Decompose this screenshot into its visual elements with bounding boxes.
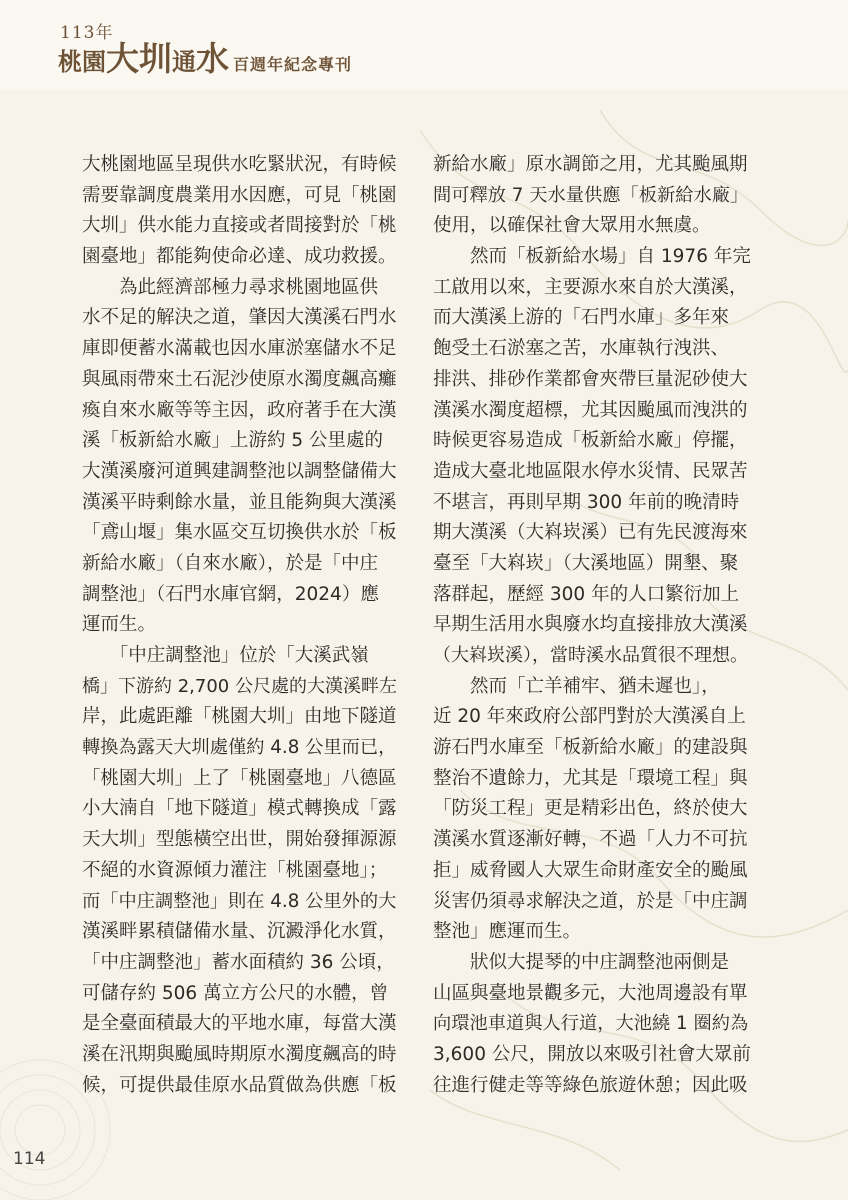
text-line: 園臺地」都能夠使命必達、成功救援。 <box>82 246 397 268</box>
text-line: 需要靠調度農業用水因應，可見「桃園 <box>82 184 397 206</box>
text-line: 瘓自來水廠等等主因，政府著手在大漢 <box>82 399 397 421</box>
text-line: 天大圳」型態橫空出世，開始發揮源源 <box>82 829 397 851</box>
text-line: 運而生。 <box>82 614 157 636</box>
text-line: 造成大臺北地區限水停水災情、民眾苦 <box>433 460 748 482</box>
text-line: 整池」應運而生。 <box>433 921 582 943</box>
text-line: 不堪言，再則早期 300 年前的晚清時 <box>433 491 740 513</box>
text-line: 「桃園大圳」上了「桃園臺地」八德區 <box>82 767 397 789</box>
left-text-column <box>82 150 400 1101</box>
text-line: 「防災工程」更是精彩出色，終於使大 <box>433 798 748 820</box>
text-line: 向環池車道與人行道，大池繞 1 圈約為 <box>433 1013 749 1035</box>
right-text-column <box>433 150 751 1101</box>
text-line: 間可釋放 7 天水量供應「板新給水廠」 <box>433 184 749 206</box>
text-line: 候，可提供最佳原水品質做為供應「板 <box>82 1074 397 1096</box>
text-line: 飽受土石淤塞之苦，水庫執行洩洪、 <box>433 338 730 360</box>
title-part-2: 大圳 <box>106 39 172 78</box>
text-line: 災害仍須尋求解決之道，於是「中庄調 <box>433 890 748 912</box>
text-line: 整治不遺餘力，尤其是「環境工程」與 <box>433 767 748 789</box>
text-line: 大漢溪廢河道興建調整池以調整儲備大 <box>82 460 397 482</box>
text-line: 早期生活用水與廢水均直接排放大漢溪 <box>433 614 748 636</box>
publication-title <box>58 39 352 85</box>
text-line: （大嵙崁溪），當時溪水品質很不理想。 <box>433 645 748 666</box>
text-line: 排洪、排砂作業都會夾帶巨量泥砂使大 <box>433 368 748 390</box>
text-line: 溪在汛期與颱風時期原水濁度飆高的時 <box>82 1043 397 1065</box>
publication-subtitle: 百週年紀念專刊 <box>233 55 353 74</box>
text-line: 轉換為露天大圳處僅約 4.8 公里而已， <box>82 737 397 759</box>
header-year: 113年 <box>60 23 114 43</box>
text-line: 時候更容易造成「板新給水廠」停擺， <box>433 430 748 452</box>
text-line: 然而「板新給水場」自 1976 年完 <box>433 246 751 268</box>
text-line: 漢溪平時剩餘水量，並且能夠與大漢溪 <box>82 491 397 513</box>
text-line: 岸，此處距離「桃園大圳」由地下隧道 <box>82 706 397 728</box>
text-line: 與風雨帶來土石泥沙使原水濁度飆高癱 <box>82 368 397 390</box>
page-number: 114 <box>13 1149 46 1169</box>
text-line: 「鳶山堰」集水區交互切換供水於「板 <box>82 522 397 544</box>
text-line: 新給水廠」（自來水廠），於是「中庄 <box>82 552 379 574</box>
text-line: 是全臺面積最大的平地水庫，每當大漢 <box>82 1013 397 1035</box>
text-line: 漢溪水質逐漸好轉，不過「人力不可抗 <box>433 829 748 851</box>
text-line: 而「中庄調整池」則在 4.8 公里外的大 <box>82 890 397 912</box>
text-line: 橋」下游約 2,700 公尺處的大漢溪畔左 <box>82 675 397 697</box>
text-line: 落群起，歷經 300 年的人口繁衍加上 <box>433 583 740 605</box>
text-line: 然而「亡羊補牢、猶未遲也」， <box>433 675 720 697</box>
text-line: 「中庄調整池」位於「大溪武嶺 <box>82 645 369 666</box>
text-line: 工啟用以來，主要源水來自於大漢溪， <box>433 276 748 298</box>
text-line: 漢溪水濁度超標，尤其因颱風而洩洪的 <box>433 399 748 421</box>
text-line: 山區與臺地景觀多元，大池周邊設有單 <box>433 982 748 1004</box>
title-part-3: 通 <box>172 47 196 76</box>
text-line: 不絕的水資源傾力灌注「桃園臺地」； <box>82 859 388 881</box>
text-line: 新給水廠」原水調節之用，尤其颱風期 <box>433 154 748 175</box>
title-part-1: 桃園 <box>58 47 106 76</box>
text-line: 溪「板新給水廠」上游約 5 公里處的 <box>82 430 384 452</box>
text-line: 而大漢溪上游的「石門水庫」多年來 <box>433 307 730 329</box>
text-line: 大圳」供水能力直接或者間接對於「桃 <box>82 215 397 237</box>
text-line: 調整池」（石門水庫官網，2024）應 <box>82 583 379 605</box>
text-line: 為此經濟部極力尋求桃園地區供 <box>82 276 379 298</box>
text-line: 期大漢溪（大嵙崁溪）已有先民渡海來 <box>433 522 748 544</box>
text-line: 使用，以確保社會大眾用水無虞。 <box>433 215 711 237</box>
text-line: 庫即便蓄水滿載也因水庫淤塞儲水不足 <box>82 338 397 360</box>
text-line: 小大湳自「地下隧道」模式轉換成「露 <box>82 798 397 820</box>
text-line: 水不足的解決之道，肇因大漢溪石門水 <box>82 307 397 329</box>
text-line: 拒」威脅國人大眾生命財產安全的颱風 <box>433 859 748 881</box>
text-line: 可儲存約 506 萬立方公尺的水體，曾 <box>82 982 389 1004</box>
text-line: 「中庄調整池」蓄水面積約 36 公頃， <box>82 951 395 973</box>
text-line: 狀似大提琴的中庄調整池兩側是 <box>433 951 730 973</box>
text-line: 近 20 年來政府公部門對於大漢溪自上 <box>433 706 746 728</box>
title-part-4: 水 <box>196 39 229 78</box>
text-line: 漢溪畔累積儲備水量、沉澱淨化水質， <box>82 921 397 943</box>
text-line: 臺至「大嵙崁」（大溪地區）開墾、聚 <box>433 552 739 574</box>
text-line: 往進行健走等等綠色旅遊休憩；因此吸 <box>433 1074 748 1096</box>
text-line: 3,600 公尺，開放以來吸引社會大眾前 <box>433 1043 751 1065</box>
text-line: 大桃園地區呈現供水吃緊狀況，有時候 <box>82 154 397 175</box>
text-line: 游石門水庫至「板新給水廠」的建設與 <box>433 737 748 759</box>
